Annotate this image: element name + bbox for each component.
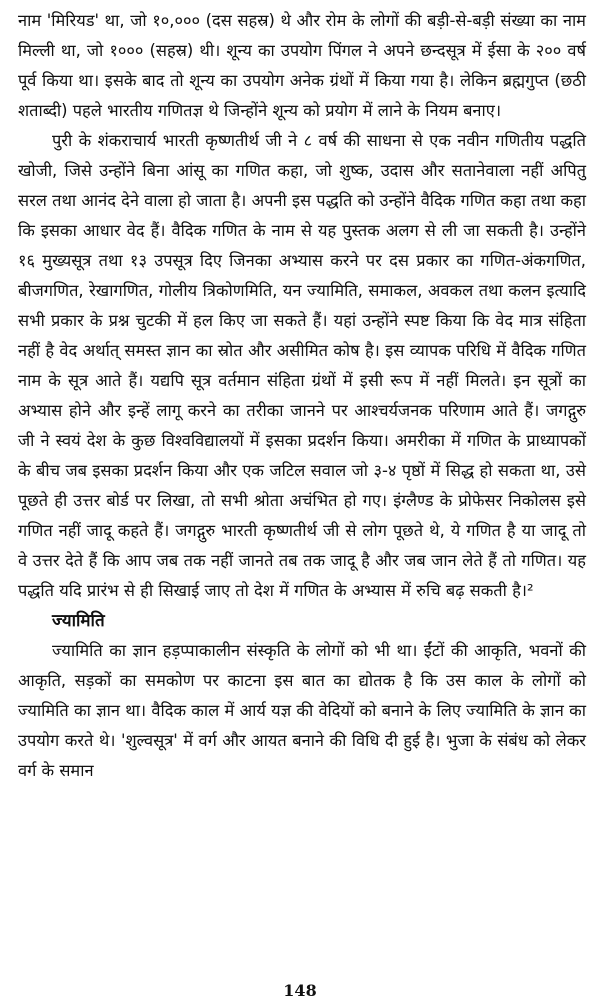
page-number: 148: [283, 981, 317, 1000]
section-heading-geometry: ज्यामिति: [52, 611, 105, 631]
paragraph-zero-history: नाम 'मिरियड' था, जो १०,००० (दस सहस्र) थे और रोम के लोगों की बड़ी-से-बड़ी संख्या का नाम मिल्ली था, जो १००० (सहस्र) थी। शून्य का उपयोग पिंगल ने अपने छन्दसूत्र में ईसा के २०० वर्ष पूर्व किया था। इसके बाद तो शून्य का उपयोग अनेक ग्रंथों में किया गया है। लेकिन ब्रह्मगुप्त (छठी शताब्दी) पहले भारतीय गणितज्ञ थे जिन्होंने शून्य को प्रयोग में लाने के नियम बनाए।: [18, 11, 586, 120]
paragraph-vedic-mathematics: पुरी के शंकराचार्य भारती कृष्णतीर्थ जी ने ८ वर्ष की साधना से एक नवीन गणितीय पद्धति खोजी, जिसे उन्होंने बिना आंसू का गणित कहा, जो शुष्क, उदास और सतानेवाला नहीं अपितु सरल तथा आनंद देने वाला हो जाता है। अपनी इस पद्धति को उन्होंने वैदिक गणित कहा तथा कहा कि इसका आधार वेद हैं। वैदिक गणित के नाम से यह पुस्तक अलग से ली जा सकती है। उन्होंने १६ मुख्यसूत्र तथा १३ उपसूत्र दिए जिनका अभ्यास करने पर दस प्रकार का गणित-अंकगणित, बीजगणित, रेखागणित, गोलीय त्रिकोणमिति, यन ज्यामिति, समाकल, अवकल तथा कलन इत्यादि सभी प्रकार के प्रश्न चुटकी में हल किए जा सकते हैं। यहां उन्होंने स्पष्ट किया कि वेद मात्र संहिता नहीं है वेद अर्थात् समस्त ज्ञान का स्रोत और असीमित कोष है। इस व्यापक परिधि में वैदिक गणित नाम के सूत्र आते हैं। यद्यपि सूत्र वर्तमान संहिता ग्रंथों में इसी रूप में नहीं मिलते। इन सूत्रों का अभ्यास होने और इन्हें लागू करने का तरीका जानने पर आश्चर्यजनक परिणाम आते हैं। जगद्गुरु जी ने स्वयं देश के कुछ विश्वविद्यालयों में इसका प्रदर्शन किया। अमरीका में गणित के प्राध्यापकों के बीच जब इसका प्रदर्शन किया और एक जटिल सवाल जो ३-४ पृष्ठों में सिद्ध हो सकता था, उसे पूछते ही उत्तर बोर्ड पर लिखा, तो सभी श्रोता अचंभित हो गए। इंग्लैण्ड के प्रोफेसर निकोलस इसे गणित नहीं जादू कहते हैं। जगद्गुरु भारती कृष्णतीर्थ जी से लोग पूछते थे, ये गणित है या जादू तो वे उत्तर देते हैं कि आप जब तक नहीं जानते तब तक जादू है और जब जान लेते हैं तो गणित। यह पद्धति यदि प्रारंभ से ही सिखाई जाए तो देश में गणित के अभ्यास में रुचि बढ़ सकती है।²: [18, 131, 586, 600]
paragraph-geometry: ज्यामिति का ज्ञान हड़प्पाकालीन संस्कृति के लोगों को भी था। ईंटों की आकृति, भवनों की आकृति, सड़कों का समकोण पर काटना इस बात का द्योतक है कि उस काल के लोगों को ज्यामिति का ज्ञान था। वैदिक काल में आर्य यज्ञ की वेदियों को बनाने के लिए ज्यामिति के ज्ञान का उपयोग करते थे। 'शुल्वसूत्र' में वर्ग और आयत बनाने की विधि दी हुई है। भुजा के संबंध को लेकर वर्ग के समान: [18, 641, 586, 780]
